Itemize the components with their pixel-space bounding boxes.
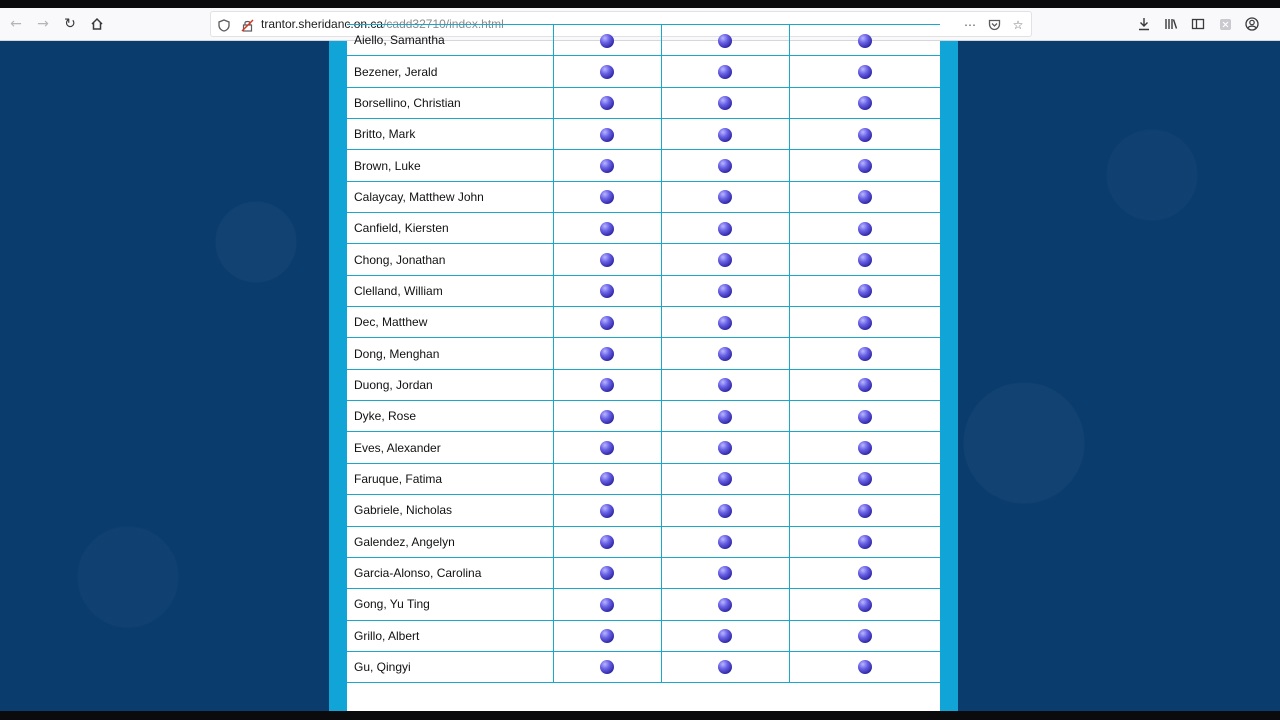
student-name: Faruque, Fatima [347, 463, 553, 494]
student-name: Aiello, Samantha [347, 25, 553, 56]
bullet-dot-icon [718, 159, 732, 173]
bullet-dot-icon [600, 96, 614, 110]
bullet-dot-icon [718, 65, 732, 79]
bullet-dot-icon [858, 65, 872, 79]
student-name: Dong, Menghan [347, 338, 553, 369]
marker-cell [661, 275, 789, 306]
marker-cell [661, 150, 789, 181]
marker-cell [789, 181, 940, 212]
student-name: Galendez, Angelyn [347, 526, 553, 557]
bullet-dot-icon [600, 598, 614, 612]
table-row [347, 651, 940, 682]
bullet-dot-icon [858, 253, 872, 267]
marker-cell [553, 56, 661, 87]
bullet-dot-icon [718, 566, 732, 580]
table-row [347, 557, 940, 588]
bullet-dot-icon [600, 347, 614, 361]
marker-cell [789, 150, 940, 181]
marker-cell [553, 620, 661, 651]
bullet-dot-icon [858, 566, 872, 580]
bullet-dot-icon [718, 96, 732, 110]
bullet-dot-icon [858, 190, 872, 204]
window-top-edge [0, 0, 1280, 8]
marker-cell [553, 526, 661, 557]
marker-cell [661, 589, 789, 620]
student-name: Canfield, Kiersten [347, 213, 553, 244]
marker-cell [553, 401, 661, 432]
marker-cell [553, 213, 661, 244]
table-row [347, 87, 940, 118]
bullet-dot-icon [858, 660, 872, 674]
bullet-dot-icon [718, 347, 732, 361]
table-row [347, 213, 940, 244]
student-table [347, 24, 940, 683]
marker-cell [789, 432, 940, 463]
bullet-dot-icon [858, 159, 872, 173]
marker-cell [789, 557, 940, 588]
marker-cell [789, 338, 940, 369]
marker-cell [553, 307, 661, 338]
marker-cell [661, 620, 789, 651]
student-name: Calaycay, Matthew John [347, 181, 553, 212]
bullet-dot-icon [600, 159, 614, 173]
bullet-dot-icon [718, 441, 732, 455]
marker-cell [553, 369, 661, 400]
marker-cell [661, 181, 789, 212]
student-name: Eves, Alexander [347, 432, 553, 463]
reload-icon[interactable]: ↻ [64, 16, 76, 32]
bullet-dot-icon [600, 535, 614, 549]
marker-cell [789, 307, 940, 338]
bullet-dot-icon [858, 316, 872, 330]
marker-cell [661, 87, 789, 118]
student-name: Garcia-Alonso, Carolina [347, 557, 553, 588]
marker-cell [553, 463, 661, 494]
bullet-dot-icon [718, 504, 732, 518]
forward-arrow-icon[interactable]: → [37, 16, 49, 32]
bullet-dot-icon [718, 598, 732, 612]
table-row [347, 244, 940, 275]
downloads-icon[interactable] [1132, 12, 1156, 36]
url-path: /cadd32710/index.html [383, 17, 504, 31]
bullet-dot-icon [858, 96, 872, 110]
table-row [347, 463, 940, 494]
bullet-dot-icon [600, 284, 614, 298]
bookmark-star-icon[interactable]: ☆ [1012, 18, 1024, 32]
marker-cell [553, 432, 661, 463]
more-actions-icon[interactable]: ⋯ [964, 18, 976, 32]
student-name: Dyke, Rose [347, 401, 553, 432]
bullet-dot-icon [600, 410, 614, 424]
account-icon[interactable] [1240, 12, 1264, 36]
table-row [347, 181, 940, 212]
bullet-dot-icon [600, 660, 614, 674]
bullet-dot-icon [718, 472, 732, 486]
marker-cell [789, 87, 940, 118]
bullet-dot-icon [858, 34, 872, 48]
student-name: Gabriele, Nicholas [347, 495, 553, 526]
marker-cell [553, 119, 661, 150]
table-row [347, 25, 940, 56]
library-icon[interactable] [1159, 12, 1183, 36]
table-row [347, 119, 940, 150]
table-row [347, 338, 940, 369]
student-name: Clelland, William [347, 275, 553, 306]
bullet-dot-icon [600, 629, 614, 643]
student-name: Grillo, Albert [347, 620, 553, 651]
marker-cell [789, 119, 940, 150]
bullet-dot-icon [858, 128, 872, 142]
student-name: Chong, Jonathan [347, 244, 553, 275]
marker-cell [553, 181, 661, 212]
table-row [347, 495, 940, 526]
marker-cell [789, 589, 940, 620]
marker-cell [661, 651, 789, 682]
bullet-dot-icon [718, 629, 732, 643]
bullet-dot-icon [600, 222, 614, 236]
student-name: Gong, Yu Ting [347, 589, 553, 620]
marker-cell [661, 338, 789, 369]
marker-cell [553, 150, 661, 181]
pocket-icon[interactable] [985, 16, 1003, 34]
table-row [347, 307, 940, 338]
table-row [347, 620, 940, 651]
marker-cell [553, 557, 661, 588]
marker-cell [553, 651, 661, 682]
bullet-dot-icon [858, 504, 872, 518]
bullet-dot-icon [858, 378, 872, 392]
marker-cell [553, 589, 661, 620]
marker-cell [661, 432, 789, 463]
student-name: Britto, Mark [347, 119, 553, 150]
marker-cell [553, 275, 661, 306]
marker-cell [789, 369, 940, 400]
student-table-body [347, 25, 940, 683]
bullet-dot-icon [600, 472, 614, 486]
bullet-dot-icon [600, 128, 614, 142]
bullet-dot-icon [600, 378, 614, 392]
student-name: Brown, Luke [347, 150, 553, 181]
table-row [347, 369, 940, 400]
marker-cell [789, 401, 940, 432]
bullet-dot-icon [858, 472, 872, 486]
marker-cell [789, 526, 940, 557]
marker-cell [661, 56, 789, 87]
marker-cell [661, 401, 789, 432]
bullet-dot-icon [858, 598, 872, 612]
marker-cell [661, 526, 789, 557]
student-name: Duong, Jordan [347, 369, 553, 400]
marker-cell [789, 463, 940, 494]
back-arrow-icon[interactable]: ← [10, 16, 22, 32]
marker-cell [661, 213, 789, 244]
bullet-dot-icon [718, 316, 732, 330]
sidebar-icon[interactable] [1186, 12, 1210, 36]
student-name: Bezener, Jerald [347, 56, 553, 87]
bullet-dot-icon [718, 34, 732, 48]
bullet-dot-icon [718, 378, 732, 392]
marker-cell [553, 25, 661, 56]
table-row [347, 401, 940, 432]
bullet-dot-icon [600, 316, 614, 330]
marker-cell [661, 369, 789, 400]
bullet-dot-icon [858, 284, 872, 298]
bullet-dot-icon [600, 190, 614, 204]
student-name: Borsellino, Christian [347, 87, 553, 118]
bullet-dot-icon [718, 222, 732, 236]
table-row [347, 275, 940, 306]
marker-cell [553, 338, 661, 369]
student-name: Gu, Qingyi [347, 651, 553, 682]
marker-cell [789, 25, 940, 56]
bullet-dot-icon [858, 629, 872, 643]
table-row [347, 56, 940, 87]
marker-cell [789, 495, 940, 526]
student-name: Dec, Matthew [347, 307, 553, 338]
bullet-dot-icon [718, 410, 732, 424]
table-row [347, 432, 940, 463]
marker-cell [661, 307, 789, 338]
bullet-dot-icon [600, 504, 614, 518]
marker-cell [789, 620, 940, 651]
bullet-dot-icon [600, 34, 614, 48]
marker-cell [661, 25, 789, 56]
insecure-lock-icon[interactable] [238, 16, 256, 34]
table-row [347, 526, 940, 557]
marker-cell [553, 495, 661, 526]
marker-cell [553, 244, 661, 275]
bullet-dot-icon [718, 535, 732, 549]
url-host: trantor.sheridanc.on.ca [261, 17, 384, 31]
marker-cell [553, 87, 661, 118]
bullet-dot-icon [600, 65, 614, 79]
bullet-dot-icon [858, 347, 872, 361]
marker-cell [789, 244, 940, 275]
roster-container [347, 33, 940, 711]
home-icon[interactable] [85, 12, 109, 36]
marker-cell [661, 495, 789, 526]
bullet-dot-icon [600, 566, 614, 580]
marker-cell [661, 557, 789, 588]
marker-cell [661, 463, 789, 494]
bullet-dot-icon [600, 253, 614, 267]
marker-cell [789, 213, 940, 244]
bullet-dot-icon [600, 441, 614, 455]
table-row [347, 150, 940, 181]
window-bottom-edge [0, 711, 1280, 720]
marker-cell [789, 56, 940, 87]
bullet-dot-icon [858, 535, 872, 549]
bullet-dot-icon [718, 128, 732, 142]
table-row [347, 589, 940, 620]
marker-cell [789, 651, 940, 682]
marker-cell [661, 244, 789, 275]
bullet-dot-icon [718, 253, 732, 267]
bullet-dot-icon [858, 441, 872, 455]
bullet-dot-icon [718, 284, 732, 298]
marker-cell [661, 119, 789, 150]
bullet-dot-icon [718, 190, 732, 204]
bullet-dot-icon [858, 410, 872, 424]
bullet-dot-icon [718, 660, 732, 674]
tracking-shield-icon[interactable] [215, 16, 233, 34]
extension-icon[interactable] [1213, 12, 1237, 36]
marker-cell [789, 275, 940, 306]
bullet-dot-icon [858, 222, 872, 236]
